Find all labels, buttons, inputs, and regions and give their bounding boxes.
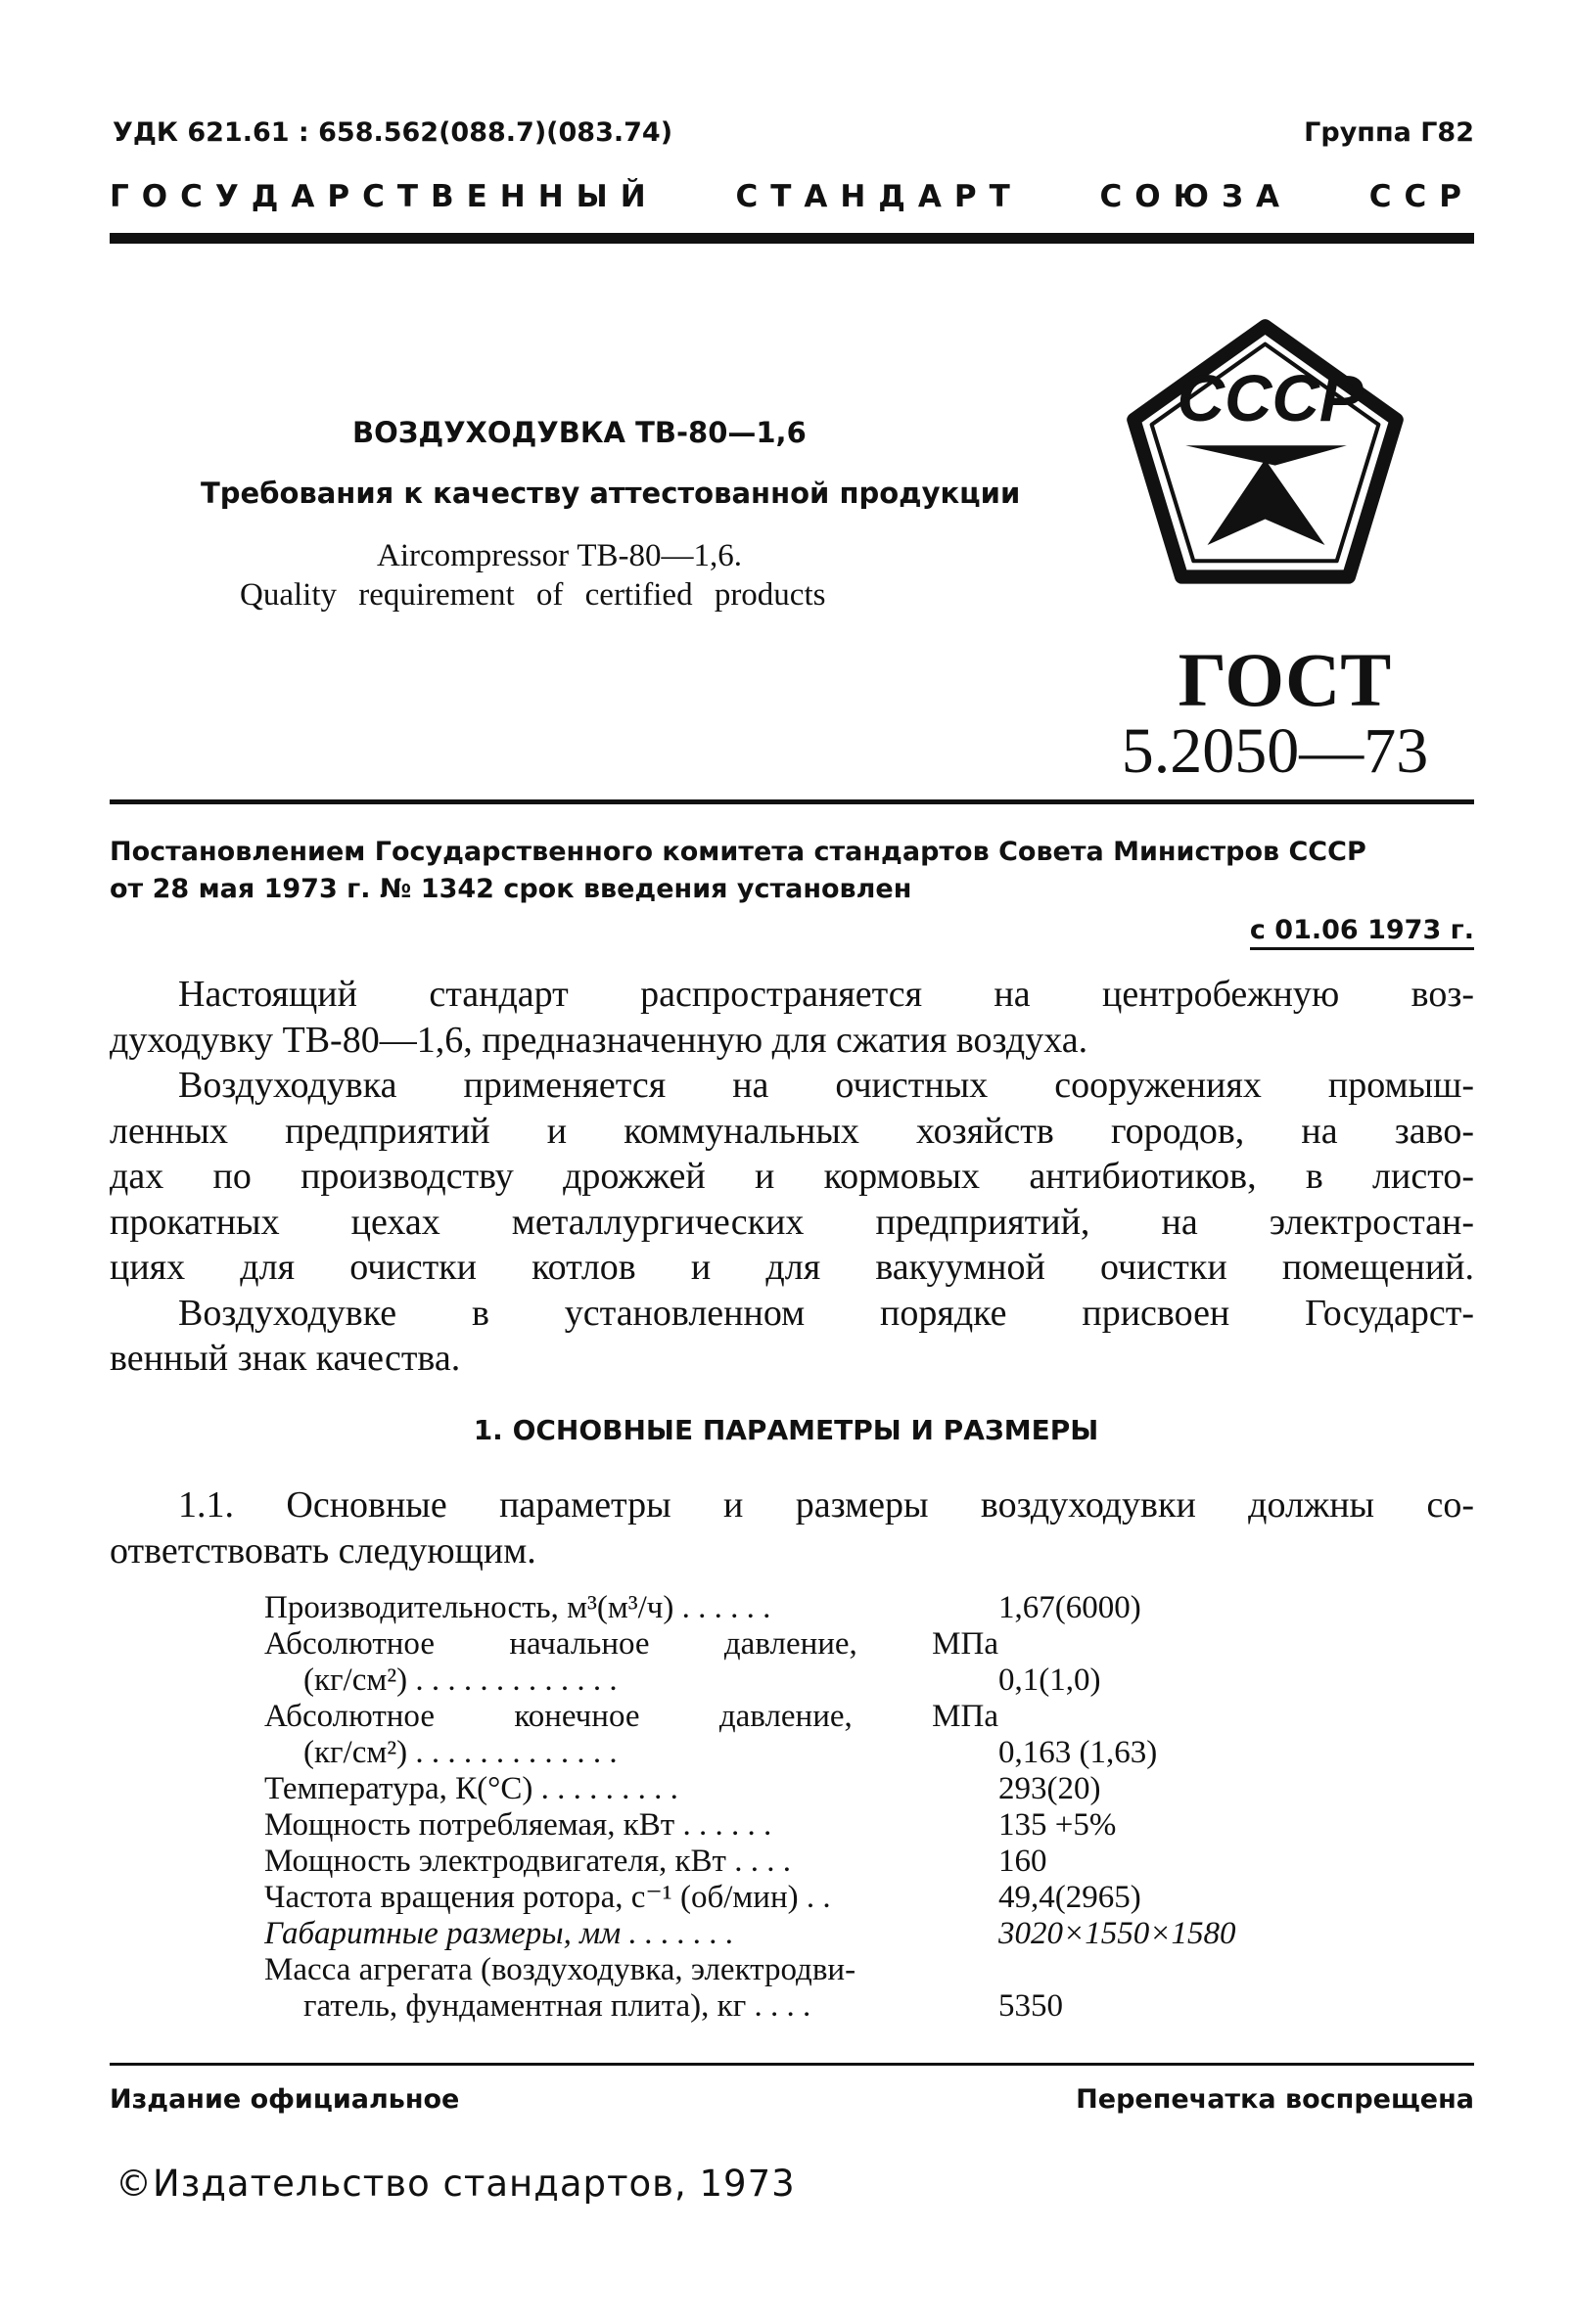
param-row: [264, 1699, 1331, 1735]
text-line: Воздуходувке в установленном порядке присвоен Государст-: [178, 1292, 1474, 1334]
state-standard-banner: [110, 179, 1474, 214]
text-line: венный знак качества.: [110, 1338, 461, 1379]
param-row: [264, 1952, 1331, 1988]
param-label: Масса агрегата (воздуходувка, электродви-: [264, 1952, 856, 1987]
param-label: (кг/см²) . . . . . . . . . . . . .: [303, 1735, 618, 1770]
udk-code: УДК 621.61 : 658.562(088.7)(083.74): [113, 117, 673, 148]
english-title: Aircompressor ТВ-80—1,6.: [377, 538, 743, 573]
effective-date: с 01.06 1973 г.: [1250, 915, 1474, 950]
param-value: 293(20): [998, 1771, 1101, 1806]
banner-word: ГОСУДАРСТВЕННЫЙ: [110, 179, 659, 214]
quality-mark-pentagon-icon: [1116, 308, 1414, 607]
paragraph: [110, 972, 1474, 1063]
document-subtitle: Требования к качеству аттестованной продукции: [201, 477, 1021, 510]
header-rule: [110, 233, 1474, 244]
param-row: [264, 1988, 1331, 2025]
param-label: Абсолютное конечное давление, МПа: [264, 1699, 998, 1734]
param-label: гатель, фундаментная плита), кг . . . .: [303, 1988, 811, 2024]
parameters-table: [264, 1590, 1331, 2025]
section-rule: [110, 799, 1474, 804]
param-label: (кг/см²) . . . . . . . . . . . . .: [303, 1663, 618, 1698]
text-line: 1.1. Основные параметры и размеры воздуходувки должны со-: [178, 1484, 1474, 1526]
param-value: [998, 1952, 1331, 1988]
text-line: прокатных цехах металлургических предприятий, на электростан-: [110, 1201, 1474, 1243]
section-heading: 1. ОСНОВНЫЕ ПАРАМЕТРЫ И РАЗМЕРЫ: [473, 1414, 1099, 1446]
english-subtitle: Quality requirement of certified products: [240, 577, 826, 613]
text-line: духодувку ТВ-80—1,6, предназначенную для сжатия воздуха.: [110, 1019, 1088, 1061]
param-label: Частота вращения ротора, с⁻¹ (об/мин) . .: [264, 1880, 831, 1915]
text-line: ответствовать следующим.: [110, 1529, 536, 1572]
param-row: [264, 1590, 1331, 1626]
reprint-note: Перепечатка воспрещена: [1076, 2084, 1474, 2115]
gost-number: 5.2050—73: [1121, 715, 1429, 787]
intro-text: [110, 972, 1474, 1382]
gost-label: ГОСТ: [1178, 637, 1392, 722]
param-label: Габаритные размеры, мм . . . . . . .: [264, 1916, 734, 1951]
group-code: Группа Г82: [1304, 117, 1474, 148]
param-row: [264, 1807, 1331, 1844]
text-line: дах по производству дрожжей и кормовых антибиотиков, в листо-: [110, 1156, 1474, 1197]
paragraph: [110, 1291, 1474, 1382]
param-label: Абсолютное начальное давление, МПа: [264, 1626, 998, 1662]
param-value: [998, 1699, 1331, 1735]
banner-word: ССР: [1368, 179, 1474, 214]
decree-line: от 28 мая 1973 г. № 1342 срок введения установлен: [110, 874, 912, 904]
emblem-text: СССР: [1177, 361, 1364, 435]
param-row: [264, 1844, 1331, 1880]
param-label: Мощность электродвигателя, кВт . . . .: [264, 1844, 791, 1879]
param-value: 135 +5%: [998, 1807, 1117, 1843]
param-value: 3020×1550×1580: [998, 1916, 1236, 1951]
param-value: 0,1(1,0): [998, 1663, 1101, 1698]
param-row: [264, 1916, 1331, 1952]
paragraph: [110, 1063, 1474, 1291]
text-line: ленных предприятий и коммунальных хозяйств городов, на заво-: [110, 1110, 1474, 1152]
param-label: Температура, К(°С) . . . . . . . . .: [264, 1771, 678, 1806]
param-label: Мощность потребляемая, кВт . . . . . .: [264, 1807, 772, 1843]
banner-word: СОЮЗА: [1099, 179, 1293, 214]
text-line: Воздуходувка применяется на очистных сооружениях промыш-: [178, 1065, 1474, 1106]
banner-word: СТАНДАРТ: [735, 179, 1023, 214]
text-line: циях для очистки котлов и для вакуумной очистки помещений.: [110, 1247, 1474, 1288]
param-row: [264, 1880, 1331, 1916]
param-row: [264, 1771, 1331, 1807]
paragraph: [110, 1482, 1474, 1573]
param-value: 49,4(2965): [998, 1880, 1141, 1915]
document-title: ВОЗДУХОДУВКА ТВ-80—1,6: [352, 416, 807, 449]
decree-line: Постановлением Государственного комитета стандартов Совета Министров СССР: [110, 837, 1366, 867]
param-row: [264, 1663, 1331, 1699]
footer-rule: [110, 2063, 1474, 2066]
text-line: Настоящий стандарт распространяется на центробежную воз-: [178, 974, 1474, 1015]
param-value: 0,163 (1,63): [998, 1735, 1158, 1770]
param-value: [998, 1626, 1331, 1663]
edition-note: Издание официальное: [110, 2084, 460, 2115]
param-row: [264, 1626, 1331, 1663]
param-row: [264, 1735, 1331, 1771]
clause-text: [110, 1482, 1474, 1573]
param-value: 1,67(6000): [998, 1590, 1141, 1625]
param-label: Производительность, м³(м³/ч) . . . . . .: [264, 1590, 771, 1625]
publisher-copyright: ©Издательство стандартов, 1973: [116, 2163, 796, 2205]
param-value: 160: [998, 1844, 1047, 1879]
param-value: 5350: [998, 1988, 1063, 2024]
